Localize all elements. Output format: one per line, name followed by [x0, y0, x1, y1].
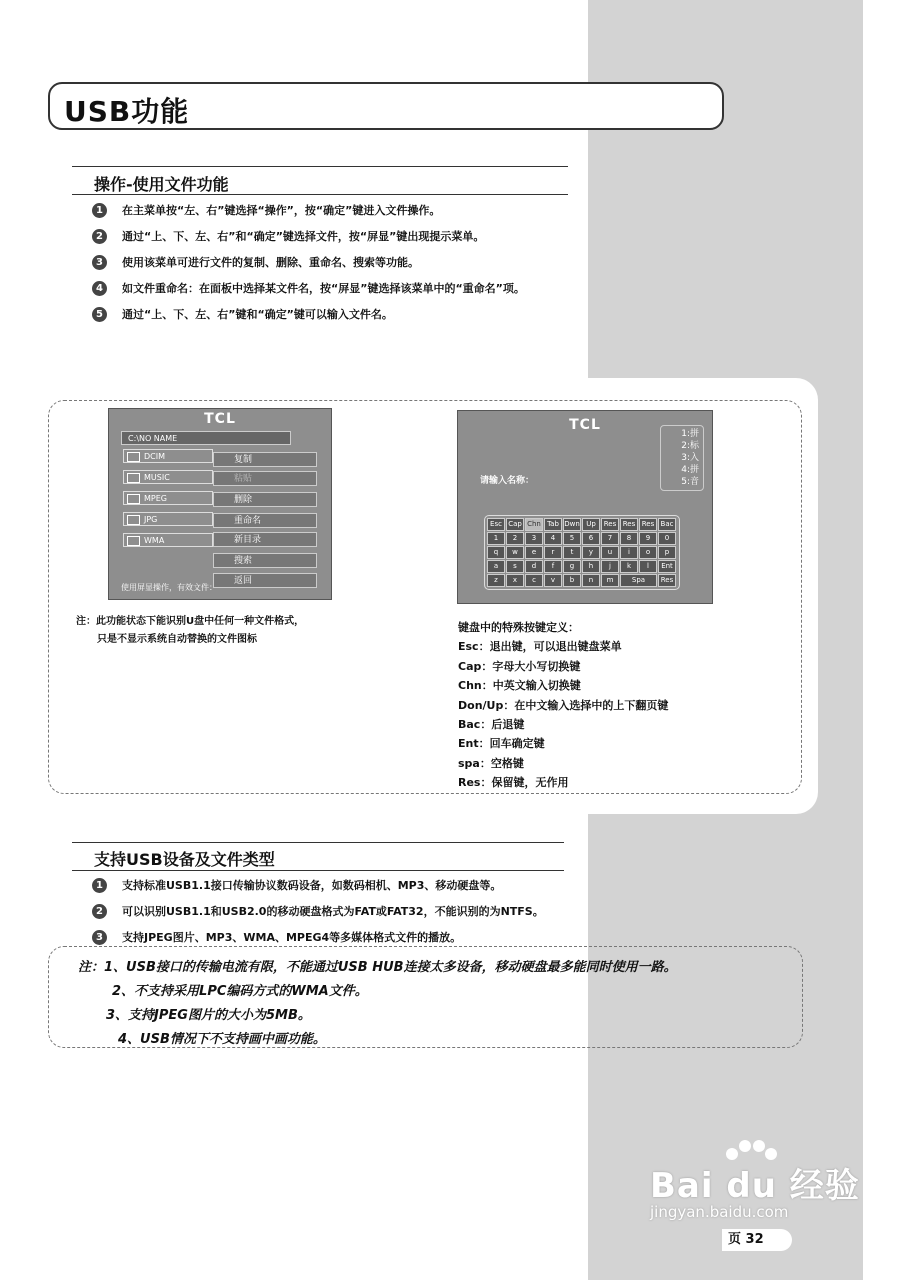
key-up[interactable]: Up: [582, 518, 600, 531]
key-4[interactable]: 4: [544, 532, 562, 545]
key-6[interactable]: 6: [582, 532, 600, 545]
number-5-icon: 5: [92, 307, 107, 322]
ime-option[interactable]: 1:拼: [681, 429, 699, 439]
number-2-icon: 2: [92, 229, 107, 244]
key-p[interactable]: p: [658, 546, 676, 559]
usb-note: 注：1、USB接口的传输电流有限，不能通过USB HUB连接太多设备，移动硬盘最多能同时使用一路。: [78, 960, 677, 975]
file-manager-screen: [108, 408, 332, 600]
key-m[interactable]: m: [601, 574, 619, 587]
folder-music[interactable]: MUSIC: [123, 470, 213, 484]
key-x[interactable]: x: [506, 574, 524, 587]
step-3: 3 使用该菜单可进行文件的复制、删除、重命名、搜索等功能。: [92, 253, 525, 279]
key-3[interactable]: 3: [525, 532, 543, 545]
key-l[interactable]: l: [639, 560, 657, 573]
support-item-3: 3 支持JPEG图片、MP3、WMA、MPEG4等多媒体格式文件的播放。: [92, 928, 544, 954]
key-dwn[interactable]: Dwn: [563, 518, 581, 531]
tcl-logo: TCL: [569, 417, 601, 433]
folder-mpeg[interactable]: MPEG: [123, 491, 213, 505]
file-format-note: 注：此功能状态下能识别U盘中任何一种文件格式， 只是不显示系统自动替换的文件图标: [76, 616, 305, 645]
number-2-icon: 2: [92, 904, 107, 919]
key-res[interactable]: Res: [620, 518, 638, 531]
key-0[interactable]: 0: [658, 532, 676, 545]
key-z[interactable]: z: [487, 574, 505, 587]
usb-notes: [78, 956, 677, 1052]
drive-path: C:\NO NAME: [121, 431, 291, 445]
ime-option[interactable]: 5:音: [681, 477, 699, 487]
watermark-brand: Bai du 经验: [650, 1166, 860, 1206]
key-d[interactable]: d: [525, 560, 543, 573]
ime-option[interactable]: 3:入: [681, 453, 699, 463]
folder-jpg[interactable]: JPG: [123, 512, 213, 526]
key-2[interactable]: 2: [506, 532, 524, 545]
key-n[interactable]: n: [582, 574, 600, 587]
key-g[interactable]: g: [563, 560, 581, 573]
key-def: Ent：回车确定键: [458, 737, 545, 751]
key-defs-heading: 键盘中的特殊按键定义：: [458, 621, 579, 634]
key-1[interactable]: 1: [487, 532, 505, 545]
right-margin: [863, 0, 911, 1280]
menu-rename[interactable]: 重命名: [213, 513, 317, 528]
key-r[interactable]: r: [544, 546, 562, 559]
key-def: Bac：后退键: [458, 717, 525, 731]
folder-icon: [127, 452, 140, 462]
section2-top-rule: [72, 842, 564, 843]
key-b[interactable]: b: [563, 574, 581, 587]
section1-steps: [92, 201, 525, 331]
key-k[interactable]: k: [620, 560, 638, 573]
folder-icon: [127, 515, 140, 525]
step-2: 2 通过“上、下、左、右”和“确定”键选择文件，按“屏显”键出现提示菜单。: [92, 227, 525, 253]
usb-note: 3、支持JPEG图片的大小为5MB。: [106, 1008, 311, 1023]
key-y[interactable]: y: [582, 546, 600, 559]
watermark-url: jingyan.baidu.com: [650, 1203, 789, 1221]
menu-new-folder[interactable]: 新目录: [213, 532, 317, 547]
name-input-prompt: 请输入名称：: [480, 476, 535, 486]
key-7[interactable]: 7: [601, 532, 619, 545]
page-title-box: [48, 82, 724, 130]
key-a[interactable]: a: [487, 560, 505, 573]
key-chn[interactable]: Chn: [525, 518, 543, 531]
key-tab[interactable]: Tab: [544, 518, 562, 531]
menu-delete[interactable]: 删除: [213, 492, 317, 507]
key-res[interactable]: Res: [639, 518, 657, 531]
ime-candidate-list: [660, 425, 704, 491]
menu-search[interactable]: 搜索: [213, 553, 317, 568]
folder-icon: [127, 473, 140, 483]
key-res[interactable]: Res: [658, 574, 676, 587]
section1-bottom-rule: [72, 194, 568, 195]
key-f[interactable]: f: [544, 560, 562, 573]
key-u[interactable]: u: [601, 546, 619, 559]
key-v[interactable]: v: [544, 574, 562, 587]
ime-option[interactable]: 2:标: [681, 441, 699, 451]
on-screen-keyboard: [484, 515, 680, 590]
number-1-icon: 1: [92, 878, 107, 893]
usb-note: 2、不支持采用LPC编码方式的WMA文件。: [112, 984, 368, 999]
key-definitions: [458, 618, 668, 793]
key-spa[interactable]: Spa: [620, 574, 657, 587]
key-8[interactable]: 8: [620, 532, 638, 545]
menu-copy[interactable]: 复制: [213, 452, 317, 467]
support-item-1: 1 支持标准USB1.1接口传输协议数码设备，如数码相机、MP3、移动硬盘等。: [92, 876, 544, 902]
status-bar: 使用屏显操作，有效文件：: [121, 583, 217, 592]
page-title: USB功能: [64, 95, 190, 128]
key-j[interactable]: j: [601, 560, 619, 573]
key-h[interactable]: h: [582, 560, 600, 573]
key-def: Res：保留键，无作用: [458, 776, 569, 790]
key-def: Cap：字母大小写切换键: [458, 659, 581, 673]
number-1-icon: 1: [92, 203, 107, 218]
key-t[interactable]: t: [563, 546, 581, 559]
folder-icon: [127, 494, 140, 504]
number-3-icon: 3: [92, 930, 107, 945]
key-9[interactable]: 9: [639, 532, 657, 545]
folder-icon: [127, 536, 140, 546]
key-ent[interactable]: Ent: [658, 560, 676, 573]
folder-dcim[interactable]: DCIM: [123, 449, 213, 463]
baidu-watermark: [650, 1158, 860, 1221]
key-e[interactable]: e: [525, 546, 543, 559]
key-def: Esc：退出键，可以退出键盘菜单: [458, 640, 622, 654]
menu-paste[interactable]: 粘贴: [213, 471, 317, 486]
number-4-icon: 4: [92, 281, 107, 296]
key-i[interactable]: i: [620, 546, 638, 559]
tcl-logo: TCL: [204, 411, 236, 427]
key-q[interactable]: q: [487, 546, 505, 559]
key-def: Chn：中英文输入切换键: [458, 679, 581, 693]
step-4: 4 如文件重命名：在面板中选择某文件名，按“屏显”键选择该菜单中的“重命名”项。: [92, 279, 525, 305]
keyboard-screen: [457, 410, 713, 604]
section1-top-rule: [72, 166, 568, 167]
step-1: 1 在主菜单按“左、右”键选择“操作”，按“确定”键进入文件操作。: [92, 201, 525, 227]
key-def: Don/Up：在中文输入选择中的上下翻页键: [458, 698, 669, 712]
menu-return[interactable]: 返回: [213, 573, 317, 588]
key-s[interactable]: s: [506, 560, 524, 573]
key-5[interactable]: 5: [563, 532, 581, 545]
step-5: 5 通过“上、下、左、右”键和“确定”键可以输入文件名。: [92, 305, 525, 331]
ime-option[interactable]: 4:拼: [681, 465, 699, 475]
section2-title: 支持USB设备及文件类型: [94, 850, 275, 869]
page-number: 页 32: [722, 1229, 792, 1251]
folder-wma[interactable]: WMA: [123, 533, 213, 547]
support-item-2: 2 可以识别USB1.1和USB2.0的移动硬盘格式为FAT或FAT32，不能识别的为NTFS。: [92, 902, 544, 928]
paw-icon: [720, 1140, 780, 1190]
key-w[interactable]: w: [506, 546, 524, 559]
key-c[interactable]: c: [525, 574, 543, 587]
usb-note: 4、USB情况下不支持画中画功能。: [118, 1032, 326, 1047]
section2-bottom-rule: [72, 870, 564, 871]
section1-title: 操作-使用文件功能: [94, 175, 229, 194]
key-esc[interactable]: Esc: [487, 518, 505, 531]
key-cap[interactable]: Cap: [506, 518, 524, 531]
key-o[interactable]: o: [639, 546, 657, 559]
key-res[interactable]: Res: [601, 518, 619, 531]
key-bac[interactable]: Bac: [658, 518, 676, 531]
key-def: spa：空格键: [458, 756, 524, 770]
number-3-icon: 3: [92, 255, 107, 270]
section2-steps: [92, 876, 544, 954]
